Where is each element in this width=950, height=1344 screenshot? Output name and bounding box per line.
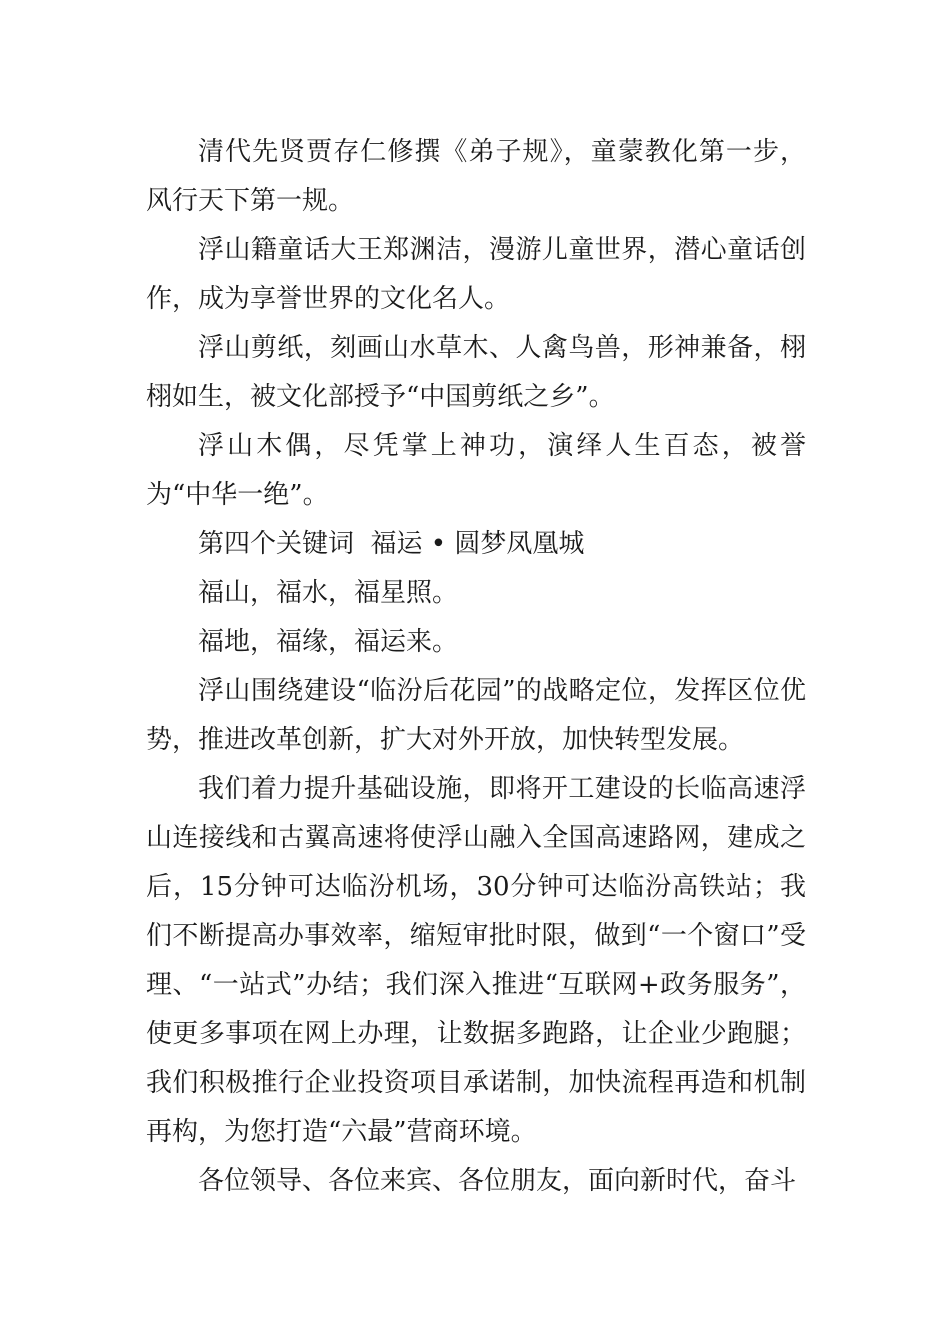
paragraph-infrastructure: 我们着力提升基础设施，即将开工建设的长临高速浮山连接线和古翼高速将使浮山融入全国高速路网，建成之后，15分钟可达临汾机场，30分钟可达临汾高铁站；我们不断提高办事效率，缩短审批时限，做到“一个窗口”受理、“一站式”办结；我们深入推进“互联网+政务服务”，使更多事项在网上办理，让数据多跑路，让企业少跑腿；我们积极推行企业投资项目承诺制，加快流程再造和机制再构，为您打造“六最”营商环境。	[146, 774, 806, 1147]
paragraph-puppetry: 浮山木偶，尽凭掌上神功，演绎人生百态，被誉为“中华一绝”。	[146, 431, 806, 510]
paragraph-zheng-yuanjie: 浮山籍童话大王郑渊洁，漫游儿童世界，潜心童话创作，成为享誉世界的文化名人。	[146, 235, 806, 314]
paragraph-dizigui: 清代先贤贾存仁修撰《弟子规》，童蒙教化第一步，风行天下第一规。	[146, 137, 806, 216]
paragraph-greeting: 各位领导、各位来宾、各位朋友，面向新时代，奋斗	[198, 1166, 797, 1196]
section-heading-keyword-four: 第四个关键词 福运 • 圆梦凤凰城	[198, 529, 585, 559]
paragraph-fu-shan: 福山，福水，福星照。	[198, 578, 459, 608]
paragraph-paper-cutting: 浮山剪纸，刻画山水草木、人禽鸟兽，形神兼备，栩栩如生，被文化部授予“中国剪纸之乡”。	[146, 333, 806, 412]
document-body	[146, 128, 806, 1206]
paragraph-fu-di: 福地，福缘，福运来。	[198, 627, 459, 657]
paragraph-strategy: 浮山围绕建设“临汾后花园”的战略定位，发挥区位优势，推进改革创新，扩大对外开放，加快转型发展。	[146, 676, 806, 755]
